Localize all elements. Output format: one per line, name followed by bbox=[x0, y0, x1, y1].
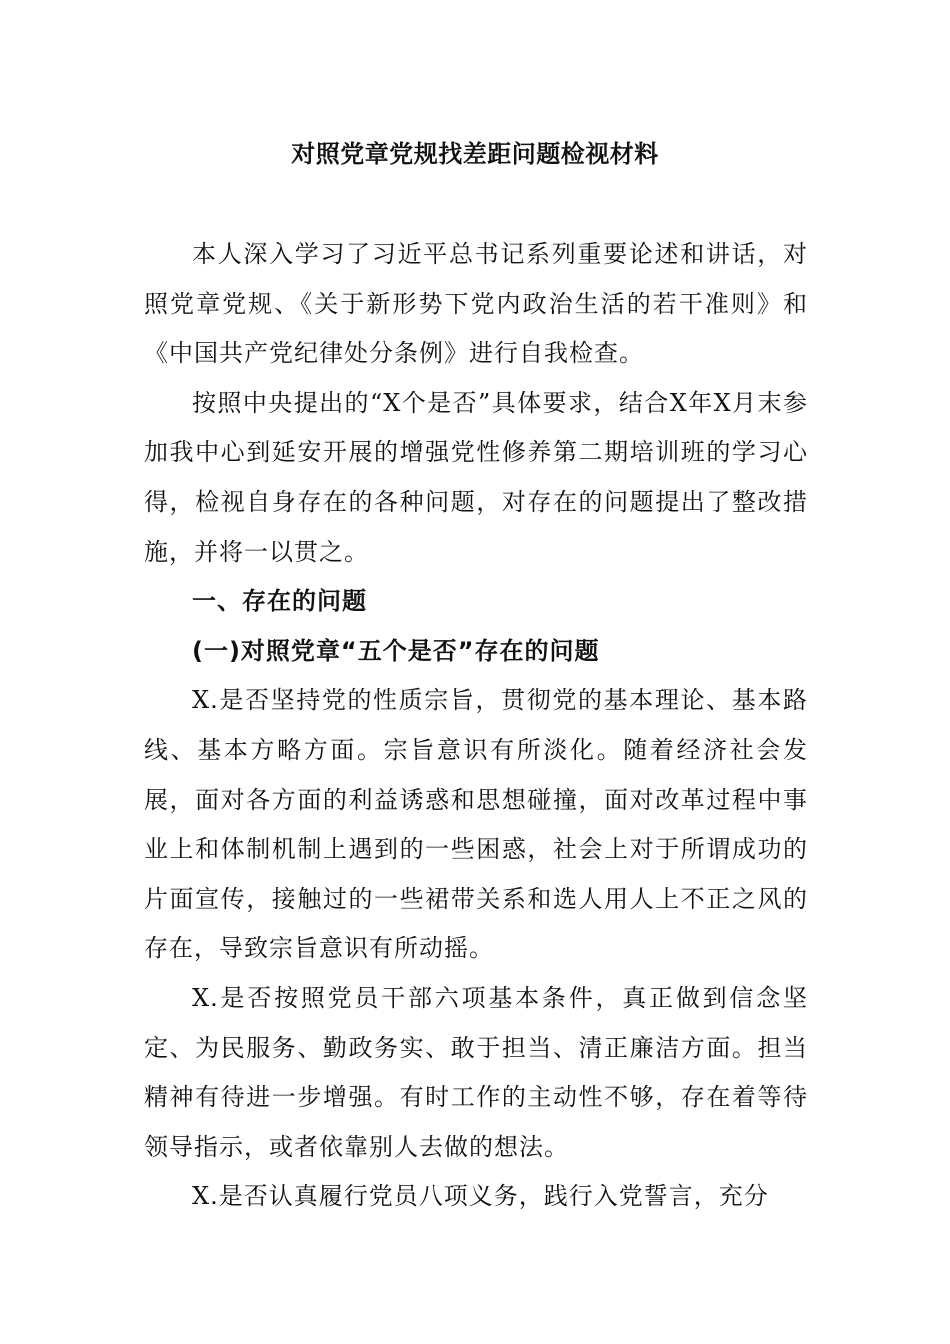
item-paragraph: X.是否按照党员干部六项基本条件，真正做到信念坚定、为民服务、勤政务实、敢于担当、清正廉洁方面。担当精神有待进一步增强。有时工作的主动性不够，存在着等待领导指示，或者依靠别人去做的想法。 bbox=[144, 983, 808, 1161]
intro-paragraph: 本人深入学习了习近平总书记系列重要论述和讲话，对照党章党规、《关于新形势下党内政治生活的若干准则》和《中国共产党纪律处分条例》进行自我检查。 bbox=[144, 240, 808, 368]
document-title: 对照党章党规找差距问题检视材料 bbox=[291, 140, 659, 168]
item-paragraph: X.是否坚持党的性质宗旨，贯彻党的基本理论、基本路线、基本方略方面。宗旨意识有所淡化。随着经济社会发展，面对各方面的利益诱惑和思想碰撞，面对改革过程中事业上和体制机制上遇到的一些困惑，社会上对于所谓成功的片面宣传，接触过的一些裙带关系和选人用人上不正之风的存在，导致宗旨意识有所动摇。 bbox=[144, 686, 808, 963]
context-paragraph: 按照中央提出的“X个是否”具体要求，结合X年X月末参加我中心到延安开展的增强党性修养第二期培训班的学习心得，检视自身存在的各种问题，对存在的问题提出了整改措施，并将一以贯之。 bbox=[144, 388, 808, 566]
section-heading: 一、存在的问题 bbox=[192, 587, 367, 616]
item-paragraph: X.是否认真履行党员八项义务，践行入党誓言，充分 bbox=[192, 1182, 769, 1211]
document-body bbox=[144, 230, 808, 1222]
subsection-heading: (一)对照党章“五个是否”存在的问题 bbox=[192, 636, 600, 665]
